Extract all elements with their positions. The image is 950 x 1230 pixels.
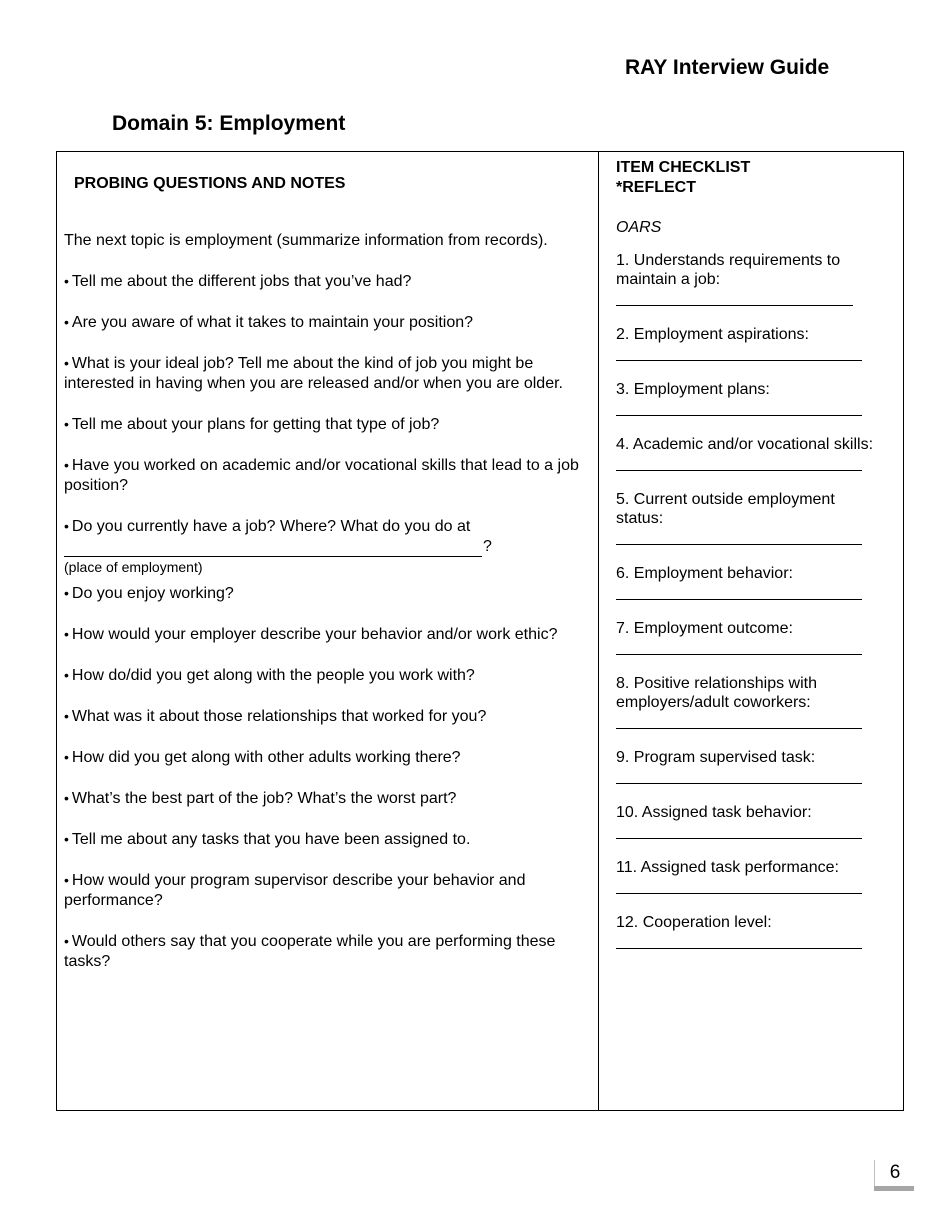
place-of-employment-label: (place of employment): [64, 559, 203, 575]
answer-line[interactable]: [616, 344, 862, 361]
item-checklist-heading: ITEM CHECKLIST *REFLECT: [616, 159, 751, 196]
question-item: • Would others say that you cooperate while you are performing these tasks?: [64, 933, 556, 970]
checklist-item: 9. Program supervised task:: [616, 748, 886, 784]
bullet-icon: •: [64, 749, 69, 765]
bullet-icon: •: [64, 518, 69, 534]
question-item: • What’s the best part of the job? What’s the worst part?: [64, 790, 457, 807]
answer-line[interactable]: [616, 767, 862, 784]
checklist-item: 6. Employment behavior:: [616, 564, 886, 600]
bullet-icon: •: [64, 457, 69, 473]
bullet-icon: •: [64, 626, 69, 642]
question-item: • Do you enjoy working?: [64, 585, 234, 602]
column-divider: [598, 152, 599, 1110]
checklist-item: 1. Understands requirements to maintain a job:: [616, 251, 886, 306]
checklist-item: 7. Employment outcome:: [616, 619, 886, 655]
place-of-employment-blank: [64, 542, 482, 557]
intro-text: The next topic is employment (summarize information from records).: [64, 232, 548, 249]
bullet-icon: •: [64, 355, 69, 371]
bullet-icon: •: [64, 585, 69, 601]
page-number: 6: [874, 1160, 915, 1186]
question-item: • How did you get along with other adults working there?: [64, 749, 461, 766]
bullet-icon: •: [64, 273, 69, 289]
question-item: • What is your ideal job? Tell me about the kind of job you might be interested in having when you are released and/or when you are older.: [64, 355, 563, 392]
checklist-item: 4. Academic and/or vocational skills:: [616, 435, 886, 471]
bullet-icon: •: [64, 933, 69, 949]
checklist-item: 8. Positive relationships with employers/adult coworkers:: [616, 674, 886, 729]
answer-line[interactable]: [616, 877, 862, 894]
answer-line[interactable]: [616, 638, 862, 655]
answer-line[interactable]: [616, 932, 862, 949]
question-item: • Have you worked on academic and/or vocational skills that lead to a job position?: [64, 457, 579, 494]
question-item: • Tell me about the different jobs that you’ve had?: [64, 273, 412, 290]
question-item: • How would your program supervisor describe your behavior and performance?: [64, 872, 526, 909]
bullet-icon: •: [64, 790, 69, 806]
oars-label: OARS: [616, 219, 662, 236]
bullet-icon: •: [64, 831, 69, 847]
checklist-item: 2. Employment aspirations:: [616, 325, 886, 361]
question-list: [64, 271, 594, 992]
answer-line[interactable]: [616, 528, 862, 545]
bullet-icon: •: [64, 667, 69, 683]
bullet-icon: •: [64, 872, 69, 888]
answer-line[interactable]: [616, 712, 862, 729]
probing-questions-heading: PROBING QUESTIONS AND NOTES: [74, 175, 346, 192]
answer-line[interactable]: [616, 289, 853, 306]
question-item: • Tell me about your plans for getting that type of job?: [64, 416, 440, 433]
domain-title: Domain 5: Employment: [112, 112, 346, 135]
checklist-item: 5. Current outside employment status:: [616, 490, 886, 545]
question-item: • Tell me about any tasks that you have been assigned to.: [64, 831, 471, 848]
guide-title: RAY Interview Guide: [625, 56, 830, 79]
answer-line[interactable]: [616, 583, 862, 600]
question-item: • How do/did you get along with the people you work with?: [64, 667, 475, 684]
question-item: • How would your employer describe your behavior and/or work ethic?: [64, 626, 558, 643]
checklist-item: 10. Assigned task behavior:: [616, 803, 886, 839]
bullet-icon: •: [64, 416, 69, 432]
answer-line[interactable]: [616, 399, 862, 416]
answer-line[interactable]: [616, 822, 862, 839]
checklist-item: 3. Employment plans:: [616, 380, 886, 416]
question-item: • Are you aware of what it takes to maintain your position?: [64, 314, 474, 331]
question-item: • What was it about those relationships that worked for you?: [64, 708, 487, 725]
checklist: [616, 251, 886, 968]
bullet-icon: •: [64, 708, 69, 724]
domain-table: [56, 151, 904, 1111]
page-number-bar: [874, 1186, 914, 1191]
question-item: • Do you currently have a job? Where? What do you do at ? (place of employment): [64, 516, 594, 575]
checklist-item: 12. Cooperation level:: [616, 913, 886, 949]
bullet-icon: •: [64, 314, 69, 330]
answer-line[interactable]: [616, 454, 862, 471]
checklist-item: 11. Assigned task performance:: [616, 858, 886, 894]
